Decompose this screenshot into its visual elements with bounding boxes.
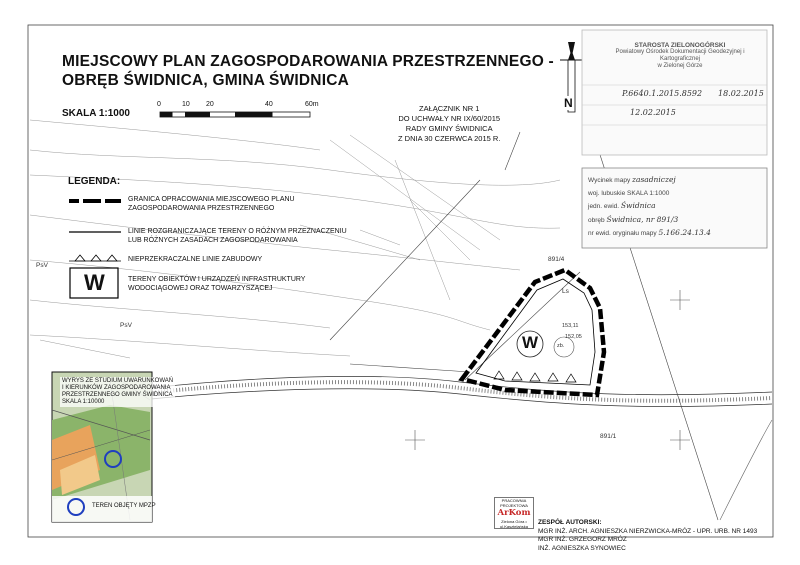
inset-title-line: SKALA 1:10000 xyxy=(62,399,105,405)
attachment-line: RADY GMINY ŚWIDNICA xyxy=(405,124,493,133)
scale-label: SKALA 1:1000 xyxy=(62,108,130,119)
title-line-2: OBRĘB ŚWIDNICA, GMINA ŚWIDNICA xyxy=(62,72,349,89)
scale-tick: 60m xyxy=(305,101,319,108)
attachment-note xyxy=(398,104,500,144)
zone-symbol: W xyxy=(522,333,539,352)
author-heading: ZESPÓŁ AUTORSKI: xyxy=(538,519,602,526)
stamp-row-label: nr ewid. oryginału mapy xyxy=(588,230,657,237)
legend-w-symbol: W xyxy=(84,270,105,295)
author-line: MGR INŻ. GRZEGORZ MRÓZ xyxy=(538,536,627,543)
stamp-row xyxy=(588,200,763,214)
lot-curve xyxy=(720,420,772,520)
stamp-handwriting: 12.02.2015 xyxy=(630,108,676,117)
stamp-row-value: Świdnica, nr 891/3 xyxy=(606,214,679,224)
scale-bar-graphic xyxy=(160,112,310,117)
stamp-handwriting: P.6640.1.2015.8592 xyxy=(622,89,703,98)
attachment-line: ZAŁĄCZNIK NR 1 xyxy=(418,104,480,113)
scale-tick: 0 xyxy=(157,101,161,108)
parcel-label: PsV xyxy=(120,322,132,329)
stamp-handwriting: 18.02.2015 xyxy=(718,89,764,98)
stamp-row-label: woj. lubuskie xyxy=(588,189,626,197)
attachment-line: Z DNIA 30 CZERWCA 2015 R. xyxy=(398,134,501,143)
parcel-label: 152,05 xyxy=(565,334,582,340)
scale-tick: 40 xyxy=(265,101,273,108)
stamp-row xyxy=(588,188,763,201)
legend-item-demarcation xyxy=(128,228,347,245)
stamp-line: Powiatowy Ośrodek Dokumentacji Geodezyjnej i Kartograficznej xyxy=(615,49,745,62)
stamp-office xyxy=(600,42,760,70)
inset-title-line: PRZESTRZENNEGO GMINY ŚWIDNICA xyxy=(62,392,173,398)
firm-address: Zielona Góra • ul.Kasztelańska xyxy=(499,519,528,529)
stamp-map-excerpt xyxy=(588,174,763,241)
grid-crosses xyxy=(405,290,690,450)
firm-name: ArKom xyxy=(497,508,531,518)
firm-top: PRACOWNIA PROJEKTOWA xyxy=(500,498,528,508)
parcel-label: 891/4 xyxy=(548,256,565,263)
page-title xyxy=(62,52,554,90)
parcel-label: zb. xyxy=(557,343,565,349)
stamp-row-label: jedn. ewid. xyxy=(588,203,620,210)
title-line-1: MIEJSCOWY PLAN ZAGOSPODAROWANIA PRZESTRZENNEGO - xyxy=(62,53,554,70)
legend-text: GRANICA OPRACOWANIA MIEJSCOWEGO PLANU xyxy=(128,196,295,203)
stamp-row xyxy=(588,214,763,228)
parcel-label: PsV xyxy=(36,262,48,269)
stamp-row-label: obręb xyxy=(588,216,605,224)
stamp-row-value: 5.166.24.13.4 xyxy=(658,228,711,237)
inset-key-label: TEREN OBJĘTY MPZP xyxy=(92,503,156,509)
legend-text: WODOCIĄGOWEJ ORAZ TOWARZYSZĄCEJ xyxy=(128,284,273,292)
attachment-line: DO UCHWAŁY NR IX/60/2015 xyxy=(398,114,501,123)
inset-title-line: I KIERUNKÓW ZAGOSPODAROWANIA xyxy=(62,385,171,391)
legend-item-building-line xyxy=(128,256,262,265)
legend-text: NIEPRZEKRACZALNE LINIE ZABUDOWY xyxy=(128,256,263,263)
inset-title-line: WYRYS ZE STUDIUM UWARUNKOWAŃ xyxy=(62,378,174,384)
scale-tick: 10 xyxy=(182,101,190,108)
stamp-line: STAROSTA ZIELONOGÓRSKI xyxy=(634,42,726,49)
stamp-row xyxy=(588,174,763,188)
legend-text: LUB RÓŻNYCH ZASADACH ZAGOSPODAROWANIA xyxy=(128,236,298,244)
legend-text: TERENY OBIEKTÓW I URZĄDZEŃ INFRASTRUKTURY xyxy=(128,276,306,283)
stamp-row xyxy=(588,227,763,241)
author-line: MGR INŻ. ARCH. AGNIESZKA NIERZWICKA-MRÓZ - UPR. URB. NR 1493 xyxy=(538,527,758,535)
scale-tick: 20 xyxy=(206,101,214,108)
stamp-row-label: Wycinek mapy xyxy=(588,177,631,184)
stamp-row-value: SKALA 1:1000 xyxy=(627,189,670,197)
legend-text: ZAGOSPODAROWANIA PRZESTRZENNEGO xyxy=(128,204,275,212)
legend-text: LINIE ROZGRANICZAJĄCE TERENY O RÓŻNYM PRZEZNACZENIU xyxy=(128,228,347,235)
author-team xyxy=(538,519,757,553)
parcel-label: Ls xyxy=(562,288,569,295)
author-line: INŻ. AGNIESZKA SYNOWIEC xyxy=(538,544,626,552)
parcel-label: 153,11 xyxy=(562,323,579,329)
stamp-line: w Zielonej Górze xyxy=(657,63,703,69)
legend-item-infrastructure xyxy=(128,276,305,293)
firm-logo xyxy=(494,497,534,529)
stamp-row-value: zasadniczej xyxy=(632,175,676,184)
stamp-row-value: Świdnica xyxy=(620,201,656,210)
legend-title: LEGENDA: xyxy=(68,176,121,187)
north-label: N xyxy=(564,96,573,110)
inset-title xyxy=(60,377,175,407)
parcel-label: 891/1 xyxy=(600,433,617,440)
legend-item-boundary xyxy=(128,196,295,213)
